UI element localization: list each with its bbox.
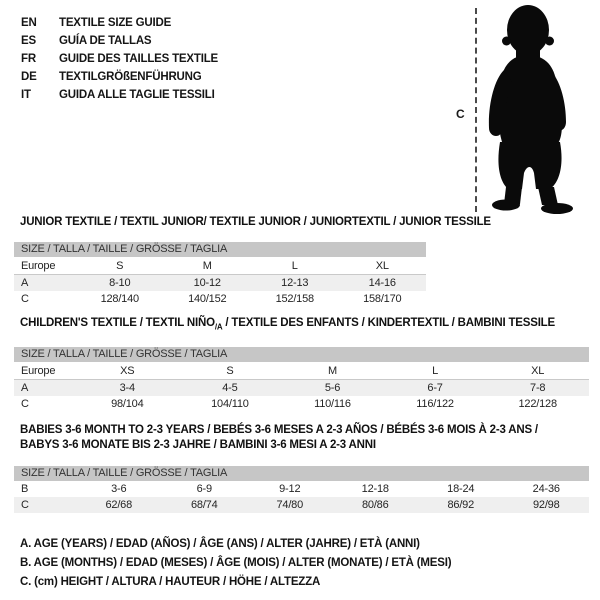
size-cell: 68/74: [162, 497, 248, 513]
language-code: ES: [21, 35, 36, 47]
size-cell: M: [281, 362, 384, 380]
size-cell: 140/152: [188, 293, 227, 305]
children-title-subscript: /A: [214, 322, 223, 332]
size-cell: 98/104: [111, 398, 144, 410]
size-cell: 18-24: [447, 483, 475, 495]
row-label: B: [21, 483, 29, 495]
table-row: [14, 362, 589, 380]
babies-title-line1: BABIES 3-6 MONTH TO 2-3 YEARS / BEBÉS 3-6 MESES A 2-3 AÑOS / BÉBÉS 3-6 MOIS À 2-3 ANS /: [20, 424, 538, 436]
language-row-it: [21, 86, 218, 104]
height-measure-dashed-line: [475, 8, 477, 212]
size-header-bar: SIZE / TALLA / TAILLE / GRÖSSE / TAGLIA: [14, 466, 589, 481]
footnote-c: C. (cm) HEIGHT / ALTURA / HAUTEUR / HÖHE / ALTEZZA: [20, 576, 321, 588]
size-table: [14, 362, 589, 412]
language-label: GUIDE DES TAILLES TEXTILE: [59, 53, 218, 65]
table-row: [14, 481, 589, 497]
size-cell: 62/68: [76, 497, 162, 513]
size-header-bar: SIZE / TALLA / TAILLE / GRÖSSE / TAGLIA: [14, 347, 589, 362]
size-cell: 12-18: [361, 483, 389, 495]
footnote-a: A. AGE (YEARS) / EDAD (AÑOS) / ÂGE (ANS) / ALTER (JAHRE) / ETÀ (ANNI): [20, 538, 420, 550]
height-measure-label: C: [456, 107, 465, 121]
language-code: DE: [21, 71, 37, 83]
language-label: GUIDA ALLE TAGLIE TESSILI: [59, 89, 215, 101]
size-cell: L: [384, 362, 487, 380]
size-cell: 110/116: [314, 398, 351, 410]
row-label: C: [21, 398, 29, 410]
baby-ear-right: [545, 37, 554, 46]
language-label: TEXTILGRÖßENFÜHRUNG: [59, 71, 202, 83]
size-cell: 6-9: [196, 483, 212, 495]
table-row: [14, 396, 589, 412]
size-cell: 128/140: [100, 293, 139, 305]
language-row-fr: [21, 50, 218, 68]
babies-section-title: [20, 423, 538, 453]
size-cell: 3-6: [111, 483, 127, 495]
language-list: [21, 14, 218, 104]
size-cell: S: [76, 257, 164, 275]
baby-foot-right: [541, 203, 573, 214]
babies-title-line2: BABYS 3-6 MONATE BIS 2-3 JAHRE / BAMBINI 3-6 MESI A 2-3 ANNI: [20, 439, 376, 451]
language-code: FR: [21, 53, 36, 65]
size-cell: 24-36: [532, 483, 560, 495]
language-label: TEXTILE SIZE GUIDE: [59, 17, 172, 29]
row-label: Europe: [14, 362, 76, 380]
size-table: [14, 257, 426, 307]
table-row: [14, 291, 426, 307]
size-cell: S: [179, 362, 282, 380]
size-cell: 3-4: [76, 380, 179, 397]
row-label: A: [14, 275, 76, 292]
row-label: C: [21, 293, 29, 305]
size-cell: 7-8: [486, 380, 589, 397]
size-cell: 4-5: [179, 380, 282, 397]
row-label: A: [14, 380, 76, 397]
size-cell: 158/170: [363, 293, 402, 305]
baby-ear-left: [502, 37, 511, 46]
size-cell: 92/98: [504, 497, 590, 513]
size-cell: 6-7: [384, 380, 487, 397]
babies-size-table: [14, 466, 589, 513]
children-title-suffix: / TEXTILE DES ENFANTS / KINDERTEXTIL / BAMBINI TESSILE: [222, 317, 555, 329]
language-row-es: [21, 32, 218, 50]
size-cell: M: [164, 257, 252, 275]
size-cell: 5-6: [281, 380, 384, 397]
legend-footnotes: [20, 535, 451, 592]
size-cell: 122/128: [518, 398, 557, 410]
junior-section-title: JUNIOR TEXTILE / TEXTIL JUNIOR/ TEXTILE JUNIOR / JUNIORTEXTIL / JUNIOR TESSILE: [20, 216, 491, 228]
footnote-b: B. AGE (MONTHS) / EDAD (MESES) / ÂGE (MOIS) / ALTER (MONATE) / ETÀ (MESI): [20, 557, 452, 569]
table-row: [14, 257, 426, 275]
baby-shorts: [498, 142, 561, 189]
language-code: IT: [21, 89, 31, 101]
size-cell: 10-12: [164, 275, 252, 292]
row-label: Europe: [14, 257, 76, 275]
baby-foot-left: [492, 200, 520, 211]
children-title-prefix: CHILDREN'S TEXTILE / TEXTIL NIÑO: [20, 317, 215, 329]
language-row-en: [21, 14, 218, 32]
size-cell: XS: [76, 362, 179, 380]
size-cell: 80/86: [333, 497, 419, 513]
size-cell: 86/92: [418, 497, 504, 513]
size-cell: 12-13: [251, 275, 339, 292]
size-cell: 9-12: [279, 483, 301, 495]
language-row-de: [21, 68, 218, 86]
size-cell: 104/110: [211, 398, 249, 410]
size-cell: 152/158: [275, 293, 314, 305]
table-row: [14, 275, 426, 292]
size-cell: L: [251, 257, 339, 275]
children-section-title: [20, 317, 555, 331]
table-row: [14, 380, 589, 397]
size-cell: 14-16: [339, 275, 427, 292]
row-label: C: [14, 497, 76, 513]
baby-leg-right: [538, 187, 558, 205]
language-code: EN: [21, 17, 37, 29]
children-size-table: [14, 347, 589, 412]
size-cell: XL: [339, 257, 427, 275]
language-label: GUÍA DE TALLAS: [59, 35, 152, 47]
size-header-bar: SIZE / TALLA / TAILLE / GRÖSSE / TAGLIA: [14, 242, 426, 257]
toddler-silhouette-image: [487, 2, 599, 214]
size-cell: 74/80: [247, 497, 333, 513]
table-row: [14, 497, 589, 513]
size-cell: XL: [486, 362, 589, 380]
size-cell: 8-10: [76, 275, 164, 292]
junior-size-table: [14, 242, 426, 307]
size-cell: 116/122: [416, 398, 454, 410]
baby-head: [507, 5, 549, 55]
size-table: [14, 481, 589, 513]
